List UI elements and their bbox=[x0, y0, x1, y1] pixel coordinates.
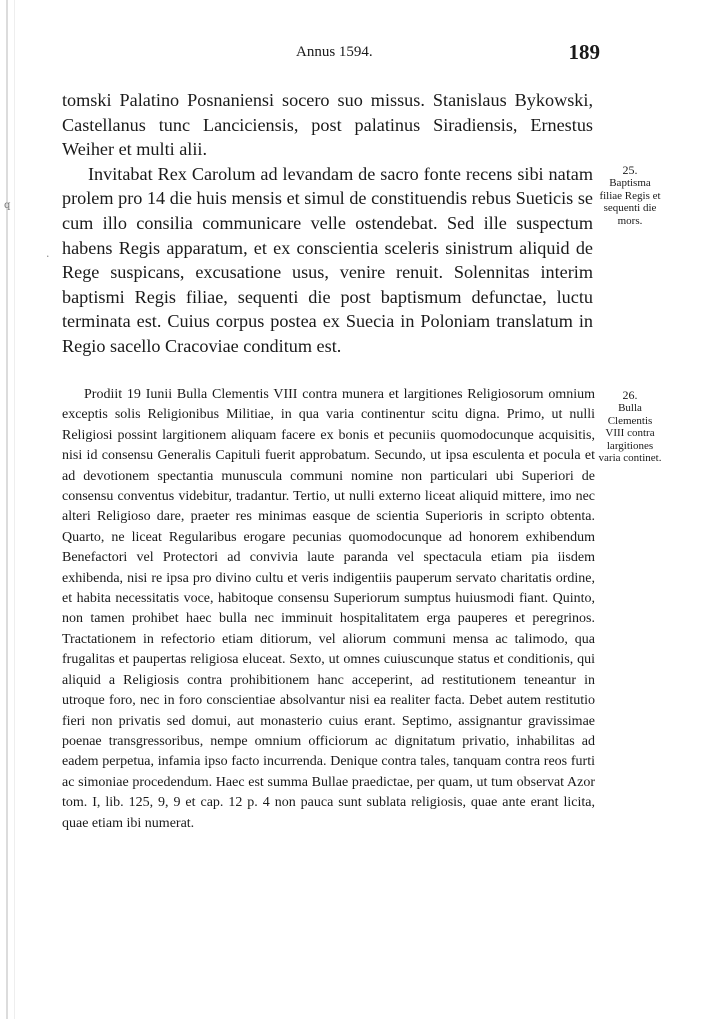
page-number: 189 bbox=[568, 40, 600, 64]
scan-artifact-mark: q bbox=[4, 200, 11, 211]
margin-note-25 bbox=[597, 163, 663, 227]
margin-note-number: 25. bbox=[622, 163, 638, 177]
page-edge-shadow bbox=[4, 0, 11, 1019]
scan-artifact-tick: · bbox=[46, 250, 50, 263]
paragraph-baptism: Invitabat Rex Carolum ad levandam de sacro fonte recens sibi natam prolem pro 14 die huis mensis et simul de constituendis rebus Sueticis se cum illo consilia communicare velle ostendebat. Sed ille suspectum habens Regis apparatum, et ex conscientia sceleris sinistrum aliquid de Rege suspicans, excusatione usus, venire renuit. Solennitas interim baptismi Regis filiae, sequenti die post baptismum defunctae, luctu terminata est. Cuius corpus postea ex Suecia in Poloniam translatum in Regio sacello Cracoviae conditum est. bbox=[62, 163, 593, 356]
page-header bbox=[60, 40, 600, 66]
paragraph-continuation: tomski Palatino Posnaniensi socero suo missus. Stanislaus Bykowski, Castellanus tunc Lanciciensis, post palatinus Siradiensis, Ernestus Weiher et multi alii. bbox=[62, 90, 593, 160]
running-head: Annus 1594. bbox=[296, 44, 373, 60]
margin-note-number: 26. bbox=[622, 388, 638, 402]
margin-note-text: Bulla Clementis VIII contra largitiones varia continet. bbox=[598, 402, 662, 464]
bulla-text bbox=[62, 385, 595, 834]
paragraph-bulla: Prodiit 19 Iunii Bulla Clementis VIII contra munera et largitiones Religiosorum omnium exceptis solis Religionibus Militiae, in qua varia continentur scitu digna. Primo, ut nulli Religiosi possint largitionem aliquam facere ex bonis et pecuniis quomodocunque acquisitis, nisi id consensu Generalis Capituli fuerit approbatum. Secundo, ut ipsa esculenta et pocula et ad devotionem spectantia munuscula communi nomine non particulari ubi Superiori de consensu conventus videbitur, tradantur. Tertio, ut nulli externo liceat aliquid mittere, imo nec alteri Religioso dare, praeter res minimas easque de scientia Superioris in scripto obtenta. Quarto, ne liceat Regularibus erogare pecunias quomodocunque ad honorem exhibendum Benefactori vel Protectori ad convivia laute paranda vel spectacula etiam pia iisdem exhibenda, nisi re ipsa pro divino cultu et veris indigentiis pauperum servato charitatis ordine, et habita necessitatis voce, habitoque consensu Superiorum sumptus huiusmodi fiant. Quinto, non tamen prohibet haec bulla nec imminuit hospitalitatem erga pauperes et peregrinos. Tractationem in refectorio etiam ditiorum, vel aliorum communi mensa ac talimodo, qua frugalitas et paupertas religiosa eluceat. Sexto, ut omnes cuiuscunque status et conditionis, qui aliquid a Religiosis contra prohibitionem hanc acceperint, ad restitutionem teneantur in utroque foro, nec in foro conscientiae absolvantur nisi ea realiter facta. Debet autem restitutio fieri non privatis sed domui, aut monasterio cuius erant. Septimo, assignantur gravissimae poenae transgressoribus, nempe omnium officiorum ac dignitatum privatio, inhabilitas ad eadem perpetua, infamia ipso facto incurrenda. Denique contra tales, tanquam contra reos furti ac simoniae procedendum. Haec est summa Bullae praedictae, per quam, ut tum observat Azor tom. I, lib. 125, 9, 9 et cap. 12 p. 4 non pauca sunt sublata religiosis, quae ante erant licita, quae etiam ibi numerat. bbox=[62, 387, 595, 831]
page-edge-line bbox=[14, 0, 15, 1019]
margin-note-text: Baptisma filiae Regis et sequenti die mors. bbox=[599, 177, 661, 227]
main-text bbox=[62, 88, 593, 359]
margin-note-26 bbox=[597, 388, 663, 465]
